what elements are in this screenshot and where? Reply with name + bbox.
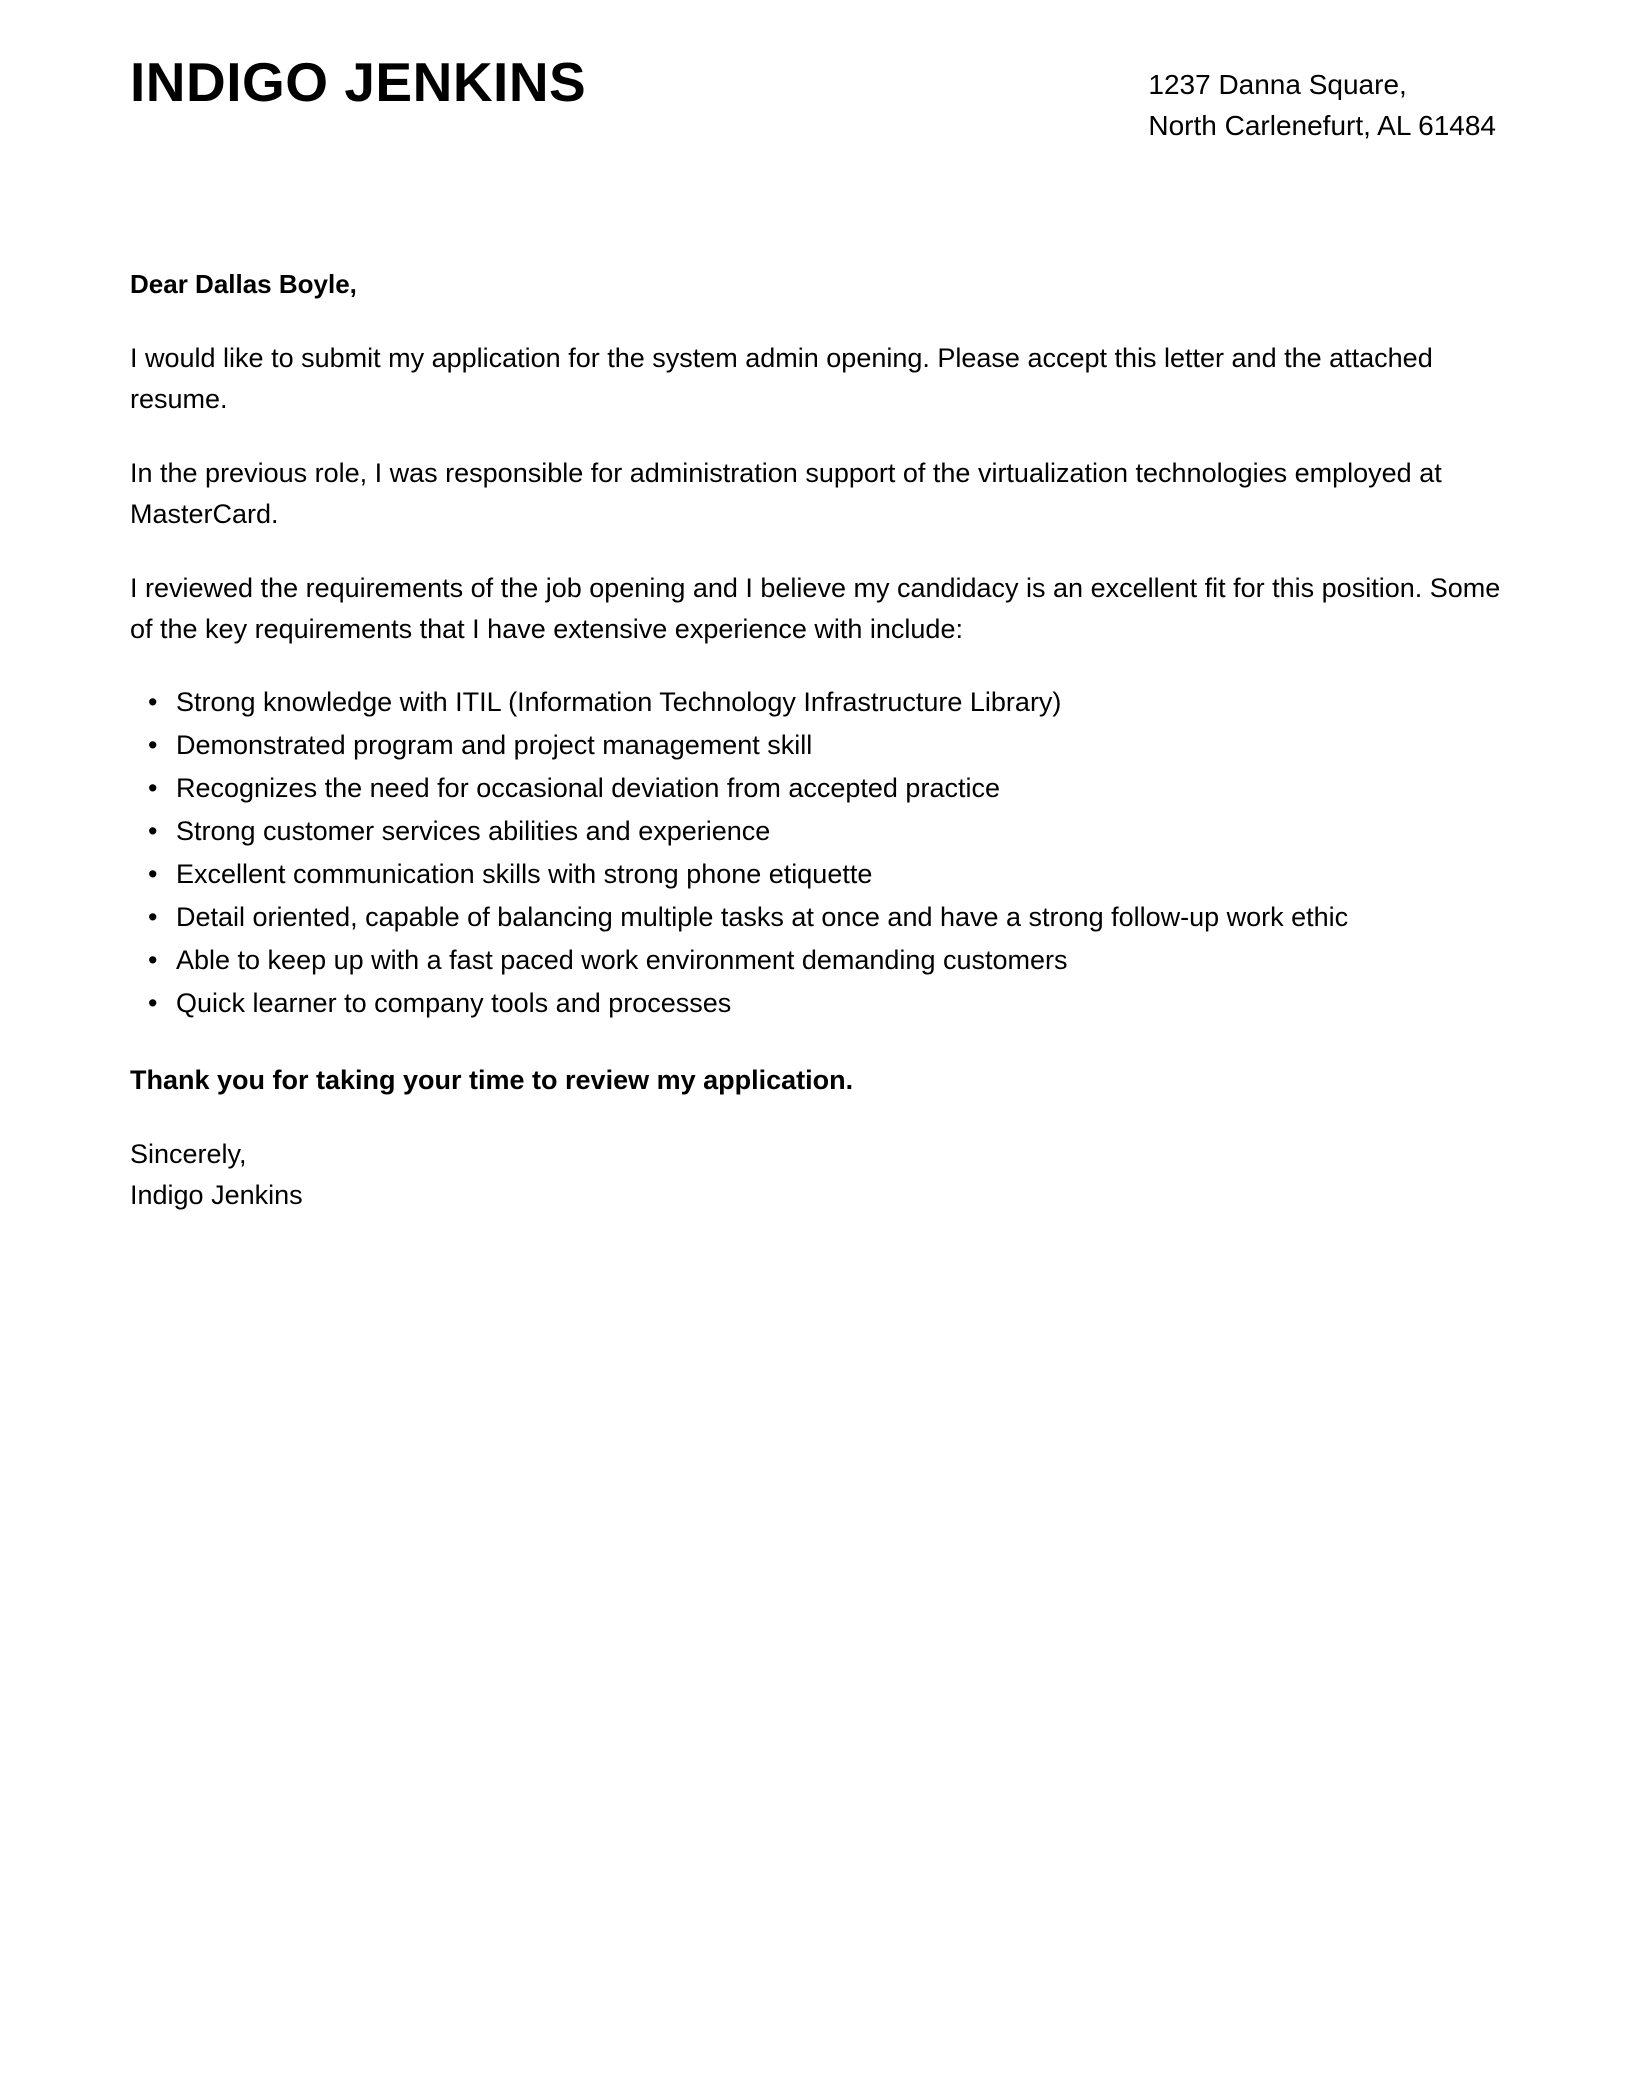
list-item: • Strong customer services abilities and experience (130, 812, 1502, 852)
letter-header (130, 0, 1502, 147)
signoff-block (130, 1134, 1502, 1215)
address-line-street: 1237 Danna Square, (1148, 69, 1407, 100)
qualifications-list (130, 683, 1502, 1024)
salutation: Dear Dallas Boyle, (130, 268, 357, 299)
list-item: • Able to keep up with a fast paced work environment demanding customers (130, 941, 1502, 981)
address-line-city-state-zip: North Carlenefurt, AL 61484 (1148, 110, 1496, 142)
list-item: • Demonstrated program and project management skill (130, 726, 1502, 766)
signature-name: Indigo Jenkins (130, 1179, 303, 1210)
letter-body (130, 265, 1502, 1215)
closing-statement: Thank you for taking your time to review my application. (130, 1064, 854, 1095)
paragraph-experience: In the previous role, I was responsible for administration support of the virtualization technologies employed at MasterCard. (130, 457, 1442, 529)
sender-address-block (1148, 52, 1502, 147)
list-item: • Quick learner to company tools and processes (130, 984, 1502, 1024)
letter-content (130, 0, 1502, 1215)
list-item: • Recognizes the need for occasional deviation from accepted practice (130, 769, 1502, 809)
list-item: • Detail oriented, capable of balancing multiple tasks at once and have a strong follow-up work ethic (130, 898, 1502, 938)
valediction: Sincerely, (130, 1139, 247, 1170)
paragraph-requirements-lead-in: I reviewed the requirements of the job opening and I believe my candidacy is an excellent fit for this position. Some of the key requirements that I have extensive experience with include: (130, 573, 1501, 645)
paragraph-intro: I would like to submit my application for the system admin opening. Please accept this letter and the attached resume. (130, 342, 1433, 414)
page-title: INDIGO JENKINS (130, 51, 587, 113)
list-item: • Excellent communication skills with strong phone etiquette (130, 855, 1502, 895)
list-item: • Strong knowledge with ITIL (Information Technology Infrastructure Library) (130, 683, 1502, 723)
